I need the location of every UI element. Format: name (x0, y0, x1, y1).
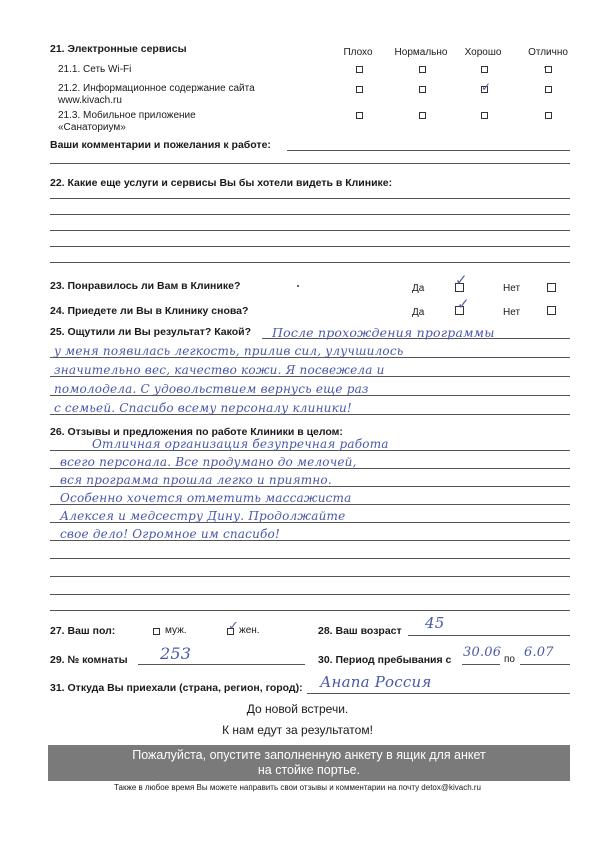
q26-line[interactable] (50, 594, 570, 595)
contact-note: Также в любое время Вы можете направить свои отзывы и комментарии на почту detox@kivach.ru (113, 783, 482, 792)
q24-no-label: Нет (503, 307, 521, 318)
check-mark-icon: ✓ (481, 80, 492, 94)
q21-2-poor-checkbox[interactable] (356, 86, 363, 93)
closing-line-1: До новой встречи. (246, 702, 349, 716)
q30-title: 30. Период пребывания с (318, 654, 452, 666)
handwritten-answer: свое дело! Огромное им спасибо! (60, 527, 280, 541)
q21-1-good-checkbox[interactable] (481, 66, 488, 73)
column-header-poor: Плохо (343, 47, 373, 58)
check-mark-icon: · (543, 63, 547, 74)
q21-3-poor-checkbox[interactable] (356, 112, 363, 119)
check-mark-icon: ✓ (455, 271, 468, 289)
q22-line[interactable] (50, 214, 570, 215)
q21-2-label-line1: 21.2. Информационное содержание сайта (58, 83, 255, 94)
q25-title: 25. Ощутили ли Вы результат? Какой? (50, 326, 252, 338)
room-number-value: 253 (160, 644, 192, 663)
q21-3-normal-checkbox[interactable] (419, 112, 426, 119)
q23-yes-label: Да (412, 283, 425, 294)
handwritten-answer: помолодела. С удовольствием вернусь еще раз (54, 382, 369, 396)
handwritten-answer: После прохождения программы (272, 325, 495, 340)
stay-from-field[interactable] (462, 664, 500, 665)
q21-1-normal-checkbox[interactable] (419, 66, 426, 73)
handwritten-answer: значительно вес, качество кожи. Я посвежела и (54, 363, 385, 377)
column-header-excellent: Отлично (528, 47, 568, 58)
q21-1-poor-checkbox[interactable] (356, 66, 363, 73)
q28-title: 28. Ваш возраст (318, 625, 402, 637)
handwritten-answer: Отличная организация безупречная работа (92, 437, 389, 451)
check-mark-icon: ✓ (457, 295, 470, 313)
q21-2-label-line2: www.kivach.ru (58, 95, 122, 106)
q26-line[interactable] (50, 610, 570, 611)
gender-male-checkbox[interactable] (153, 628, 160, 635)
q21-title: 21. Электронные сервисы (50, 43, 187, 55)
q23-no-checkbox[interactable] (547, 283, 556, 292)
origin-value: Анапа Россия (320, 673, 432, 691)
q31-title: 31. Откуда Вы приехали (страна, регион, город): (50, 682, 303, 694)
q22-line[interactable] (50, 230, 570, 231)
q24-yes-label: Да (412, 307, 425, 318)
handwritten-answer: у меня появилась легкость, прилив сил, улучшилось (54, 344, 404, 358)
banner-line-1: Пожалуйста, опустите заполненную анкету в ящик для анкет (132, 748, 486, 762)
column-header-normal: Нормально (394, 47, 448, 58)
instruction-banner (48, 745, 570, 781)
q22-line[interactable] (50, 262, 570, 263)
q26-line[interactable] (50, 558, 570, 559)
q23-no-label: Нет (503, 283, 521, 294)
gender-male-label: муж. (165, 625, 187, 636)
q21-3-good-checkbox[interactable] (481, 112, 488, 119)
stay-to-field[interactable] (520, 664, 570, 665)
age-field[interactable] (408, 635, 570, 636)
q21-2-normal-checkbox[interactable] (419, 86, 426, 93)
stay-from-value: 30.06 (463, 645, 502, 660)
banner-line-2: на стойке портье. (257, 763, 361, 777)
q27-title: 27. Ваш пол: (50, 625, 116, 637)
handwritten-answer: вся программа прошла легко и приятно. (60, 473, 332, 487)
handwritten-answer: Особенно хочется отметить массажиста (60, 491, 352, 505)
room-number-field[interactable] (138, 664, 305, 665)
q21-3-label-line1: 21.3. Мобильное приложение (58, 110, 196, 121)
q29-title: 29. № комнаты (50, 654, 128, 666)
comments-line[interactable] (50, 163, 570, 164)
closing-line-2: К нам едут за результатом! (222, 723, 373, 737)
q26-title: 26. Отзывы и предложения по работе Клиники в целом: (50, 426, 343, 438)
handwritten-answer: Алексея и медсестру Дину. Продолжайте (60, 509, 346, 523)
handwritten-answer: всего персонала. Все продумано до мелочей, (60, 455, 357, 469)
ink-dot (297, 285, 299, 287)
comments-line[interactable] (287, 150, 570, 151)
stay-to-value: 6.07 (524, 645, 554, 660)
q23-title: 23. Понравилось ли Вам в Клинике? (50, 280, 241, 292)
gender-female-label: жен. (239, 625, 260, 636)
origin-field[interactable] (307, 693, 570, 694)
q24-title: 24. Приедете ли Вы в Клинику снова? (50, 305, 249, 317)
q22-line[interactable] (50, 198, 570, 199)
q21-3-excellent-checkbox[interactable] (545, 112, 552, 119)
handwritten-answer: с семьей. Спасибо всему персоналу клиники! (54, 401, 352, 415)
stay-to-label: по (504, 654, 515, 665)
check-mark-icon: ✓ (228, 619, 239, 634)
column-header-good: Хорошо (464, 47, 502, 58)
q24-no-checkbox[interactable] (547, 306, 556, 315)
comments-label: Ваши комментарии и пожелания к работе: (50, 139, 271, 151)
q26-line[interactable] (50, 576, 570, 577)
q21-1-label: 21.1. Сеть Wi-Fi (58, 64, 132, 75)
q22-line[interactable] (50, 246, 570, 247)
q21-2-excellent-checkbox[interactable] (545, 86, 552, 93)
q21-3-label-line2: «Санаториум» (58, 122, 126, 133)
q22-title: 22. Какие еще услуги и сервисы Вы бы хотели видеть в Клинике: (50, 177, 393, 189)
age-value: 45 (425, 614, 445, 632)
